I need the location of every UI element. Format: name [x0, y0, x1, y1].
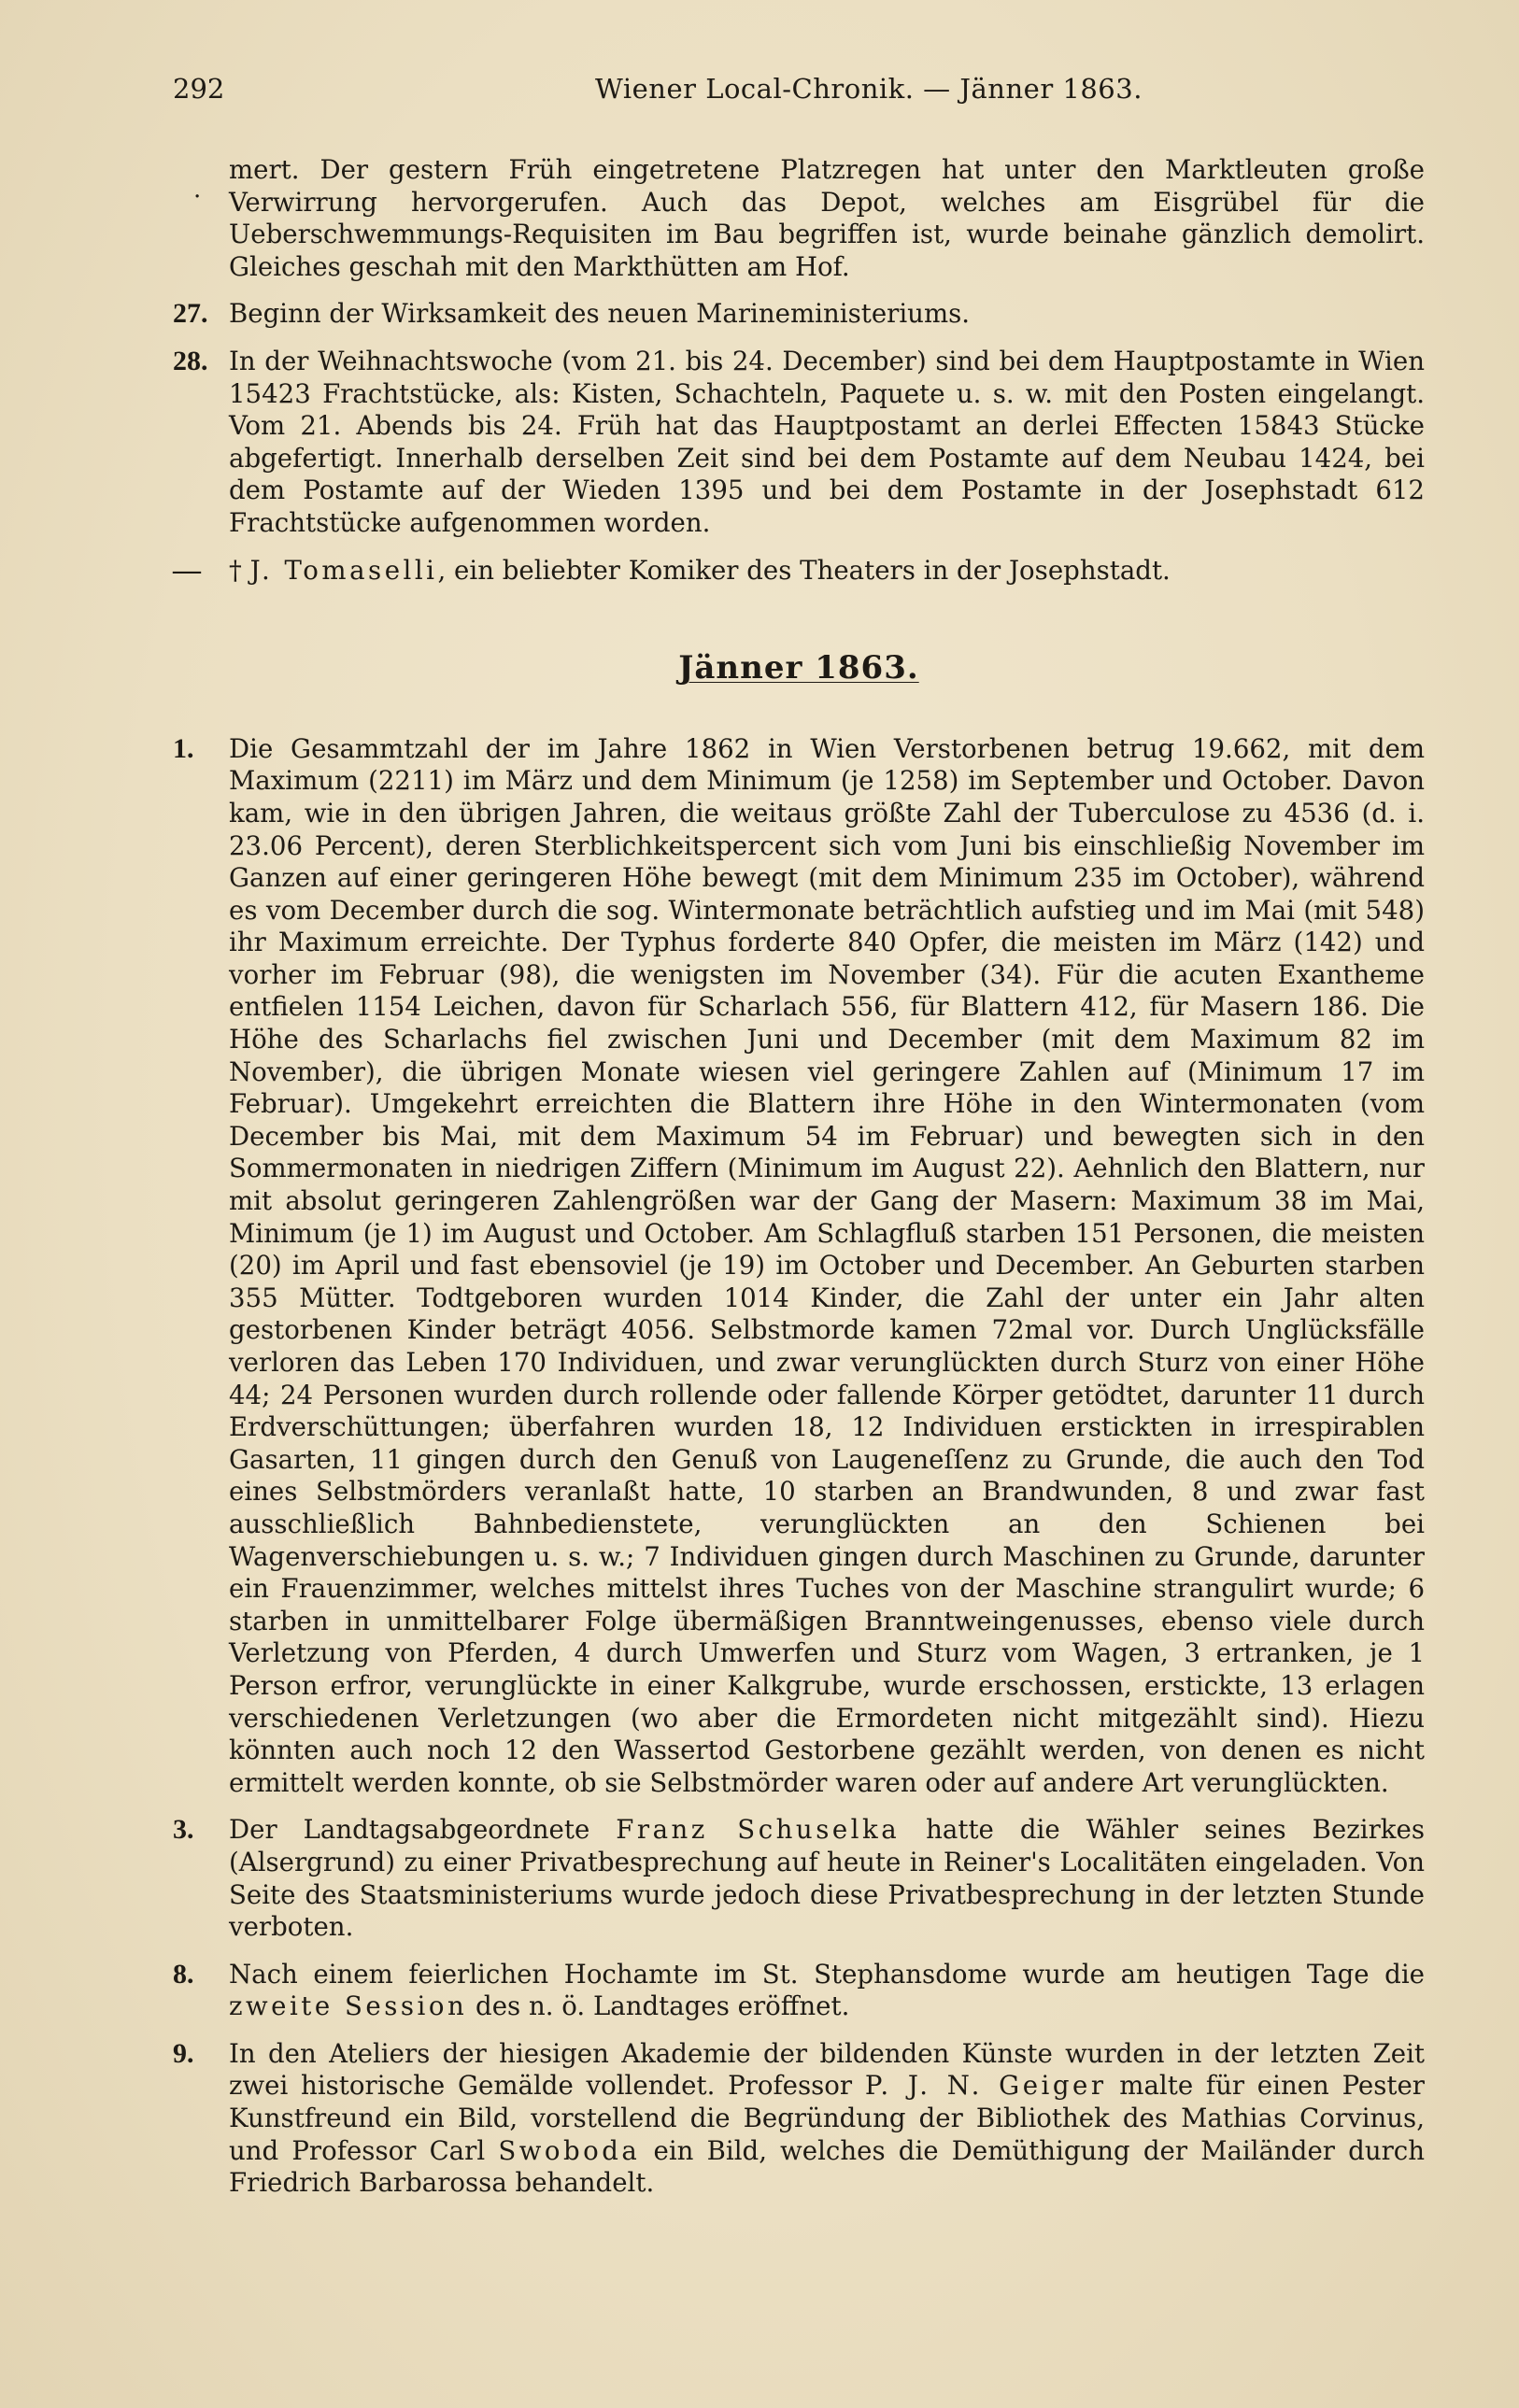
person-name: Franz Schuselka [616, 1814, 901, 1846]
entry-text-prefix: † [229, 554, 250, 586]
entry-text: Die Gesammtzahl der im Jahre 1862 in Wien Verstorbenen betrug 19.662, mit dem Maximum (2211) im März und dem Minimum (je 1258) im September und October. Davon kam, wie in den übrigen Jahren, die weitaus größte Zahl der Tuberculose zu 4536 (d. i. 23.06 Percent), deren Sterblichkeitspercent sich vom Juni bis einschließig November im Ganzen auf einer geringeren Höhe bewegt (mit dem Minimum 235 im October), während es vom December durch die sog. Wintermonate beträchtlich aufstieg und im Mai (mit 548) ihr Maximum erreichte. Der Typhus forderte 840 Opfer, die meisten im März (142) und vorher im Februar (98), die wenigsten im November (34). Für die acuten Exantheme entfielen 1154 Leichen, davon für Scharlach 556, für Blattern 412, für Masern 186. Die Höhe des Scharlachs fiel zwischen Juni und December (mit dem Maximum 82 im November), die übrigen Monate wiesen viel geringere Zahlen auf (Minimum 17 im Februar). Umgekehrt erreichten die Blattern ihre Höhe in den Wintermonaten (vom December bis Mai, mit dem Maximum 54 im Februar) und bewegten sich in den Sommermonaten in niedrigen Ziffern (Minimum im August 22). Aehnlich den Blattern, nur mit absolut geringeren Zahlengrößen war der Gang der Masern: Maximum 38 im Mai, Minimum (je 1) im August und October. Am Schlagfluß starben 151 Personen, die meisten (20) im April und fast ebensoviel (je 19) im October und December. An Geburten starben 355 Mütter. Todtgeboren wurden 1014 Kinder, die Zahl der unter ein Jahr alten gestorbenen Kinder beträgt 4056. Selbstmorde kamen 72mal vor. Durch Unglücksfälle verloren das Leben 170 Individuen, und zwar verunglückten durch Sturz von einer Höhe 44; 24 Personen wurden durch rollende oder fallende Körper getödtet, darunter 11 durch Erdverschüttungen; überfahren wurden 18, 12 Individuen erstickten in irrespirablen Gasarten, 11 gingen durch den Genuß von Laugeneſſenz zu Grunde, die auch den Tod eines Selbstmörders veranlaßt hatte, 10 starben an Brandwunden, 8 und zwar fast ausschließlich Bahnbedienstete, verunglückten an den Schienen bei Wagenverschiebungen u. s. w.; 7 Individuen gingen durch Maschinen zu Grunde, darunter ein Frauenzimmer, welches mittelst ihres Tuches von der Maschine strangulirt wurde; 6 starben in unmittelbarer Folge übermäßigen Branntweingenusses, ebenso viele durch Verletzung von Pferden, 4 durch Umwerfen und Sturz vom Wagen, 3 ertranken, je 1 Person erfror, verunglückte in einer Kalkgrube, wurde erschossen, erstickte, 13 erlagen verschiedenen Verletzungen (wo aber die Ermordeten nicht mitgezählt sind). Hiezu könnten auch noch 12 den Wassertod Gestorbene gezählt werden, von denen es nicht ermittelt werden konnte, ob sie Selbstmörder waren oder auf andere Art verunglückten. [229, 732, 1425, 1798]
entry-number: — [173, 554, 201, 586]
page-header [173, 73, 1425, 120]
entry-number: 28. [173, 345, 208, 376]
continuation-paragraph [173, 154, 1425, 283]
entry-text-prefix: In den Ateliers der hiesigen Akademie der bildenden Künste wurden in der letzten Zeit zwei historische Gemälde vollendet. Professor [229, 2037, 1425, 2102]
entry-text: In der Weihnachtswoche (vom 21. bis 24. December) sind bei dem Hauptpostamte in Wien 15423 Frachtstücke, als: Kisten, Schachteln, Paquete u. s. w. mit den Posten eingelangt. Vom 21. Abends bis 24. Früh hat das Hauptpostamt an derlei Effecten 15843 Stücke abgefertigt. Innerhalb derselben Zeit sind bei dem Postamte auf dem Neubau 1424, bei dem Postamte auf der Wieden 1395 und bei dem Postamte in der Josephstadt 612 Frachtstücke aufgenommen worden. [229, 345, 1425, 538]
person-name-2: Swoboda [498, 2134, 641, 2166]
entry-number: 8. [173, 1958, 194, 1990]
entry-text-middle: malte für einen Pester Kunstfreund ein Bild, vorstellend die Begründung der Bibliothek des Mathias Corvinus, und Professor Carl [229, 2070, 1425, 2166]
emphasized-term: zweite Session [229, 1990, 468, 2022]
entry-text: Beginn der Wirksamkeit des neuen Marineministeriums. [229, 298, 971, 330]
entry-text-prefix: Der Landtagsabgeordnete [229, 1814, 617, 1846]
margin-dot: . [193, 176, 202, 204]
continuation-text: mert. Der gestern Früh eingetretene Platzregen hat unter den Marktleuten große Verwirrung hervorgerufen. Auch das Depot, welches am Eisgrübel für die Ueberschwemmungs-Requisiten im Bau begriffen ist, wurde beinahe gänzlich demolirt. Gleiches geschah mit den Markthütten am Hof. [229, 154, 1425, 282]
entry-dec-28 [173, 346, 1425, 540]
entry-number: 3. [173, 1814, 194, 1846]
entry-number: 9. [173, 2037, 194, 2069]
person-name: P. J. N. Geiger [864, 2070, 1107, 2102]
page-number: 292 [173, 73, 225, 105]
entry-jan-3 [173, 1814, 1425, 1943]
entry-obituary [173, 555, 1425, 588]
entry-number: 27. [173, 298, 208, 330]
entry-text-suffix: , ein beliebter Komiker des Theaters in der Josephstadt. [437, 554, 1171, 586]
section-title: Jänner 1863. [678, 649, 919, 687]
entry-number: 1. [173, 732, 194, 764]
entry-dec-27 [173, 298, 1425, 331]
entry-text-suffix: hatte die Wähler seines Bezirkes (Alsergrund) zu einer Privatbesprechung auf heute in Reiner's Localitäten eingeladen. Von Seite des Staatsministeriums wurde jedoch diese Privatbesprechung in der letzten Stunde verboten. [229, 1814, 1426, 1943]
entry-text-prefix: Nach einem feierlichen Hochamte im St. Stephansdome wurde am heutigen Tage die [229, 1958, 1425, 1990]
entry-text-suffix: ein Bild, welches die Demüthigung der Mailänder durch Friedrich Barbarossa behandelt. [229, 2134, 1426, 2199]
page-body [173, 154, 1425, 2215]
entry-text-suffix: des n. ö. Landtages eröffnet. [467, 1990, 850, 2022]
entry-jan-9 [173, 2038, 1425, 2200]
person-name: J. Tomaselli [249, 554, 438, 586]
running-title: Wiener Local-Chronik. — Jänner 1863. [595, 73, 1143, 105]
entry-jan-1 [173, 733, 1425, 1800]
entry-jan-8 [173, 1959, 1425, 2023]
